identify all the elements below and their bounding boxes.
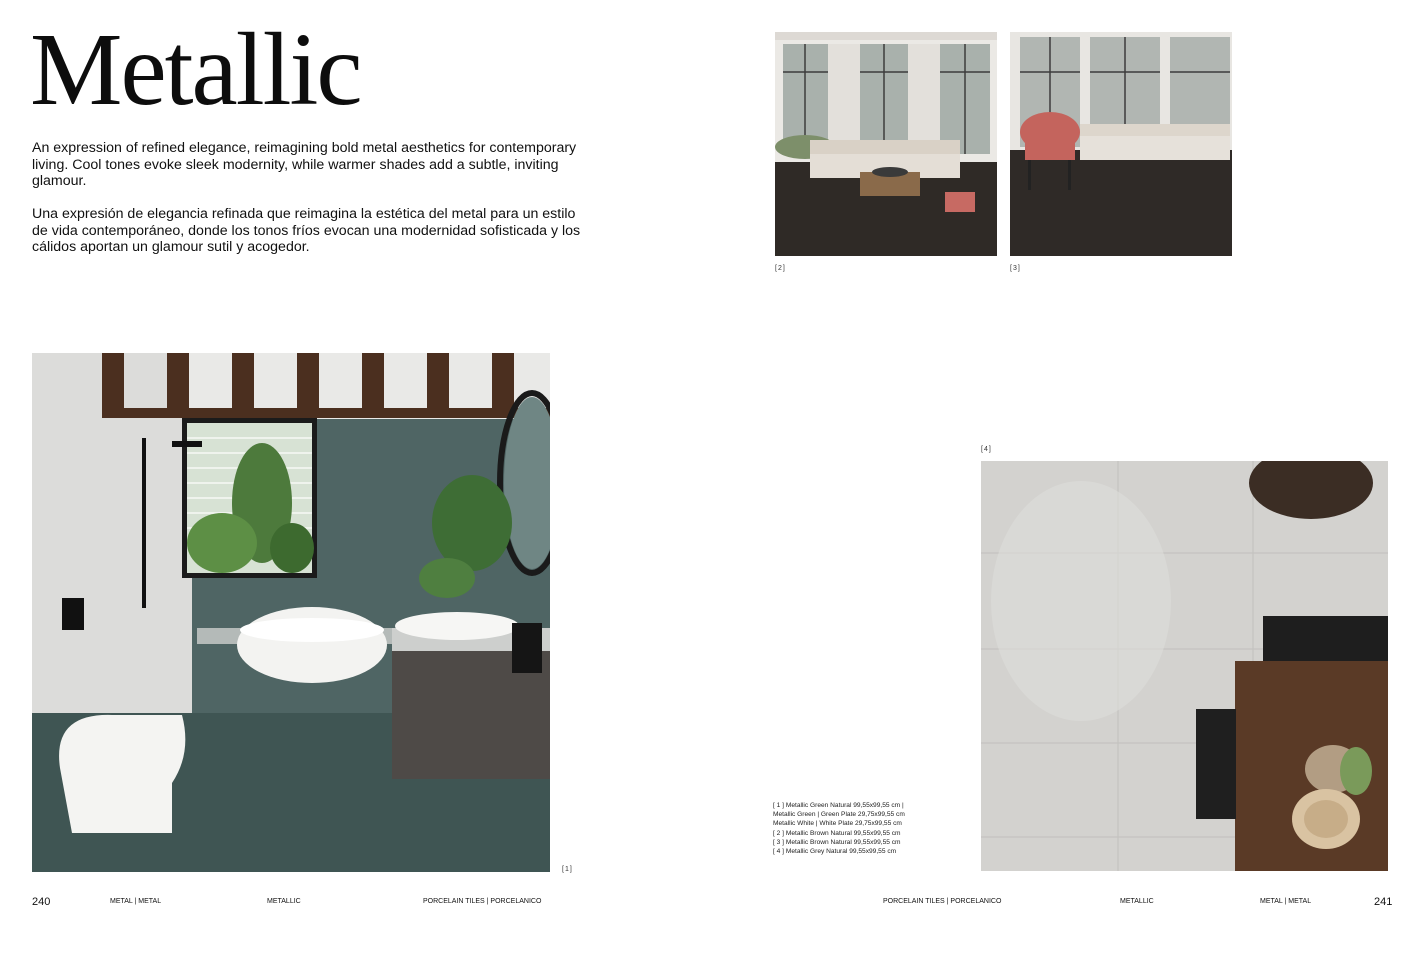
footer-collection-right: METALLIC — [1120, 898, 1154, 905]
caption-line: Metallic White | White Plate 29,75x99,55 cm — [773, 820, 902, 828]
caption-line: [ 4 ] Metallic Grey Natural 99,55x99,55 cm — [773, 848, 897, 856]
footer-section-right: METAL | METAL — [1260, 898, 1312, 905]
caption-line: [ 2 ] Metallic Brown Natural 99,55x99,55 cm — [773, 829, 901, 837]
page-number-right: 241 — [1374, 896, 1393, 908]
page-title: Metallic — [30, 12, 361, 127]
living-room-photo-1 — [775, 32, 997, 256]
product-caption — [773, 801, 973, 856]
footer-section-left: METAL | METAL — [110, 898, 162, 905]
photo-ref-3: [3] — [1010, 265, 1021, 272]
footer-collection-left: METALLIC — [267, 898, 301, 905]
bathroom-photo — [32, 353, 550, 872]
caption-line: [ 1 ] Metallic Green Natural 99,55x99,55 cm | — [773, 802, 904, 809]
intro-english: An expression of refined elegance, reimagining bold metal aesthetics for contemporary living. Cool tones evoke sleek modernity, while warmer shades add a subtle, inviting glamour. — [32, 140, 577, 190]
caption-line: [ 3 ] Metallic Brown Natural 99,55x99,55 cm — [773, 838, 901, 846]
dining-topview-photo — [981, 461, 1388, 871]
footer-category-right: PORCELAIN TILES | PORCELANICO — [883, 898, 1002, 905]
photo-ref-1: [1] — [562, 866, 573, 873]
photo-ref-2: [2] — [775, 265, 786, 272]
page-number-left: 240 — [32, 896, 51, 908]
footer-category-left: PORCELAIN TILES | PORCELANICO — [423, 898, 542, 905]
intro-spanish: Una expresión de elegancia refinada que reimagina la estética del metal para un estilo de vida contemporáneo, donde los tonos fríos evocan una modernidad sofisticada y los cálidos aportan un glamour sutil y acogedor. — [32, 206, 581, 256]
caption-line: Metallic Green | Green Plate 29,75x99,55 cm — [773, 811, 905, 819]
living-room-photo-2 — [1010, 32, 1232, 256]
photo-ref-4: [4] — [981, 446, 992, 453]
